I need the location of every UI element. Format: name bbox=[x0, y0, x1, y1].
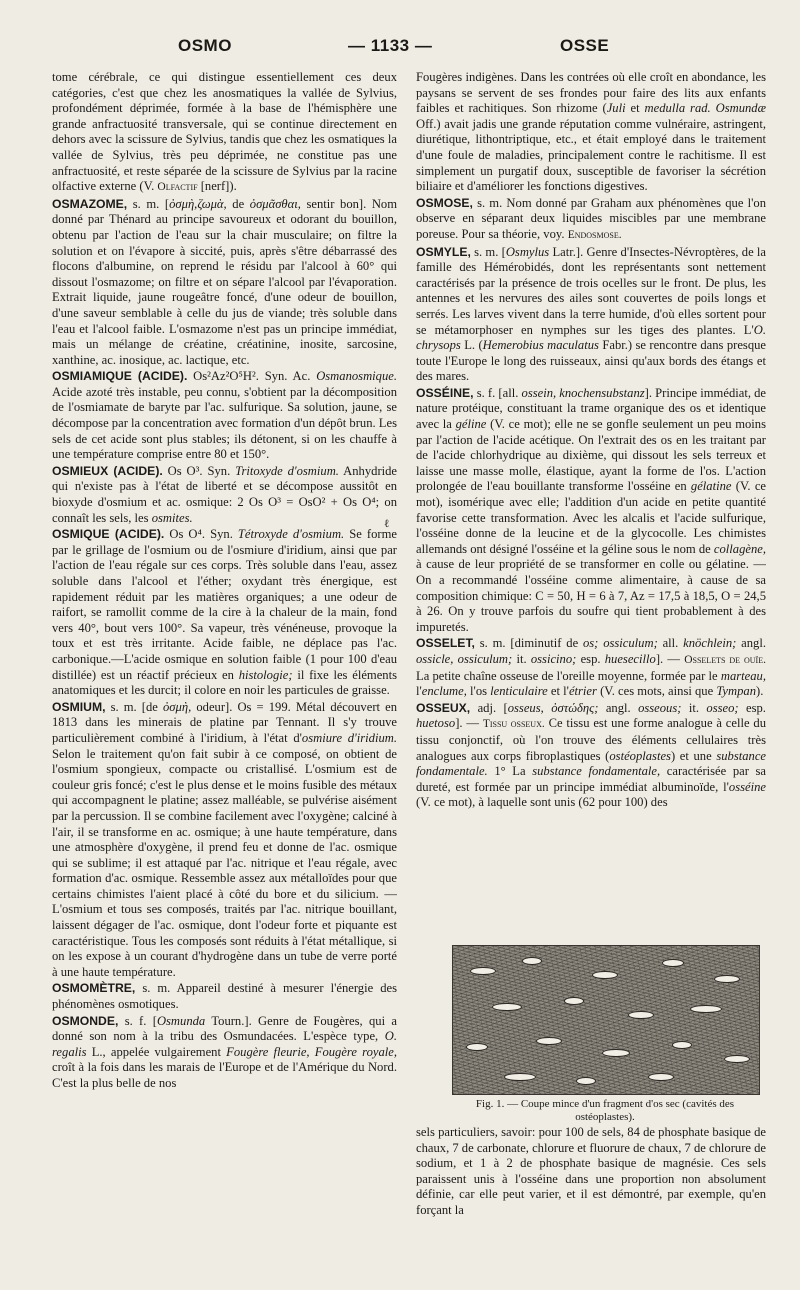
osteoplast-cavity bbox=[629, 1012, 653, 1018]
headword: OSSÉINE, bbox=[416, 385, 474, 400]
right-column-continued bbox=[416, 1125, 766, 1275]
headword: OSMOSE, bbox=[416, 195, 473, 210]
paragraph-continuation: Fougères indigènes. Dans les contrées où elle croît en abondance, les paysans se servent de ses frondes pour faire des lits aux enfants faibles et rachitiques. Son rhizome (Juli et medulla rad. Osmundæ Off.) avait jadis une grande réputation comme vulnéraire, astringent, diurétique, lithontriptique, etc., et était employé dans le traitement d'une foule de maladies, principalement contre le rachitisme. Il est simplement un purgatif doux, susceptible de favoriser la sécrétion biliaire et d'améliorer les fonctions digestives. bbox=[416, 70, 766, 194]
osteoplast-cavity bbox=[537, 1038, 561, 1044]
entry-osseux: OSSEUX, adj. [osseus, ὀστώδης; angl. osseous; it. osseo; esp. huetoso]. — Tissu osseux. Ce tissu est une forme analogue à celle du tissu conjonctif, où l'on trouve des éléments cellulaires très analogues aux corps fibroplastiques (ostéoplastes) et une substance fondamentale. 1° La substance fondamentale, caractérisée par sa dureté, est formée par un principe immédiat albuminoïde, l'osséine (V. ce mot), à laquelle sont unis (62 pour 100) des bbox=[416, 700, 766, 810]
headword: OSMIQUE (ACIDE). bbox=[52, 527, 165, 542]
osteoplast-cavity bbox=[663, 960, 683, 966]
print-mark: ℓ bbox=[384, 518, 390, 530]
osteoplast-cavity bbox=[649, 1074, 673, 1080]
left-column bbox=[52, 70, 397, 1275]
osteoplast-cavity bbox=[493, 1004, 521, 1010]
headword: OSMIUM, bbox=[52, 699, 106, 714]
entry-osselet: OSSELET, s. m. [diminutif de os; ossiculum; all. knöchlein; angl. ossicle, ossiculum; it. ossicino; esp. huesecillo]. — Osselets de ouïe. La petite chaîne osseuse de l'oreille moyenne, formée par le marteau, l'enclume, l'os lenticulaire et l'étrier (V. ces mots, ainsi que Tympan). bbox=[416, 636, 766, 699]
entry-osmique: OSMIQUE (ACIDE). Os O⁴. Syn. Tétroxyde d'osmium. Se forme par le grillage de l'osmium ou de l'osmiure d'iridium, ainsi que par l'action de l'eau régale sur ces corps. Très soluble dans l'eau, assez soluble dans l'alcool et l'éther; oxydant très énergique, est rapidement réduit par les matières organiques; a une odeur de raifort, se ramollit comme de la cire à la chaleur de la main, fond vers 40°, bout vers 100°. Sa vapeur, très vénéneuse, provoque la toux et est très irritante. Acide faible, ne déplace pas l'ac. carbonique.—L'acide osmique en solution faible (1 pour 100 d'eau distillée) est un réactif précieux en histologie; il fixe les éléments anatomiques et les durcit; il colore en noir les particules de graisse. bbox=[52, 527, 397, 698]
paragraph-continuation: sels particuliers, savoir: pour 100 de sels, 84 de phosphate basique de chaux, 7 de carbonate, chlorure et fluorure de chaux, 7 de chlorure de sodium, et 1 à 2 de phosphate basique de magnésie. Ces sels paraissent unis à l'osséine dans une proportion non absolument définie, car elle peut varier, et il est démontré, par exemple, qu'en forçant la bbox=[416, 1125, 766, 1217]
osteoplast-cavity bbox=[471, 968, 495, 974]
entry-osseine: OSSÉINE, s. f. [all. ossein, knochensubstanz]. Principe immédiat, de nature protéique, constituant la trame organique des os et identique avec la géline (V. ce mot); elle ne se gonfle seulement un peu moins par l'action de l'acide acétique. On l'extrait des os en les traitant par de l'acide chlorhydrique au dixième, qui dissout les sels terreux et laisse une masse molle, élastique, ayant la forme de l'os. L'action prolongée de l'eau bouillante transforme l'osséine en gélatine (V. ce mot), isomérique avec elle; l'addition d'un acide en petite quantité favorise cette transformation. Avec les alcalis et l'acide sulfurique, l'osséine donne de la leucine et de la glycocolle. Les chimistes allemands ont désigné l'osséine et la géline sous le nom de collagène, à cause de leur propriété de se transformer en colle ou gélatine. — On a recommandé l'osséine comme alimentaire, à cause de sa composition chimique: C = 50, H = 6 à 7, Az = 17,5 à 18,5, O = 24,5 à 26. On y trouve parfois du soufre qui tient probablement à des impuretés. bbox=[416, 385, 766, 634]
osteoplast-cavity bbox=[603, 1050, 629, 1056]
running-head-left: OSMO bbox=[178, 36, 232, 55]
entry-osmazome: OSMAZOME, s. m. [ὀσμὴ,ζωμὰ, de ὀσμᾶσθαι, sentir bon]. Nom donné par Thénard au principe savoureux et odorant du bouillon, obtenu par l'action de l'eau sur la chair musculaire; on filtre la solution et on l'évapore à siccité, puis, après s'être débarrassé des flocons d'albumine, on reprend le résidu par l'alcool à 60° qui dissout l'osmazome; on filtre et on sépare l'alcool par l'évaporation. Extrait liquide, jaune rougeâtre foncé, d'une odeur de bouillon, d'une saveur semblable à celle du jus de viande; très soluble dans l'eau et l'alcool faible. L'osmazome n'est pas un principe immédiat, mais un mélange de créatine, créatinine, inosite, sarcosine, xanthine, ac. inosique, ac. lactique, etc. bbox=[52, 196, 397, 367]
bone-section-illustration bbox=[452, 945, 760, 1095]
page-number: — 1133 — bbox=[348, 36, 433, 55]
figure-caption: Fig. 1. — Coupe mince d'un fragment d'os sec (cavités des ostéoplastes). bbox=[475, 1098, 735, 1123]
entry-osmiamique: OSMIAMIQUE (ACIDE). Os²Az²O⁵H². Syn. Ac. Osmanosmique. Acide azoté très instable, peu connu, s'obtient par la décomposition de l'osmiamate de baryte par l'ac. sulfurique. Sa solution, jaune, se décompose par la concentration avec formation d'un dépôt brun. Les sels de cet acide sont plus stables; ils détonent, si on les chauffe à une température comprise entre 80 et 150°. bbox=[52, 369, 397, 462]
osteoplast-cavity bbox=[467, 1044, 487, 1050]
paragraph-continuation: tome cérébrale, ce qui distingue essentiellement ces deux catégories, c'est que chez les anosmatiques la vallée de Sylvius, profondément déprimée, formée à la base de l'hémisphère une grande anfractuosité transversale, qui se continue directement en dehors avec la scissure de Sylvius, tandis que chez les osmatiques la vallée de Sylvius, très peu déprimée, ne constitue pas une anfractuosité, et reste séparée de la scissure de Sylvius par la racine olfactive externe (V. Olfactif [nerf]). bbox=[52, 70, 397, 194]
entry-osmyle: OSMYLE, s. m. [Osmylus Latr.]. Genre d'Insectes-Névroptères, de la famille des Hémérobidés, dont les représentants sont nettement caractérisés par la présence de trois ocelles sur le front. De plus, les antennes et les nervures des ailes sont couvertes de poils longs et serrés. Les larves vivent dans la terre humide, d'où elles sortent pour se métamorphoser en nymphes sur les tiges des plantes. L'O. chrysops L. (Hemerobius maculatus Fabr.) se rencontre dans presque toute l'Europe le long des ruisseaux, ainsi qu'aux bords des étangs et des mares. bbox=[416, 244, 766, 384]
osteoplast-cavity bbox=[565, 998, 583, 1004]
osteoplast-cavity bbox=[577, 1078, 595, 1084]
osteoplast-cavity bbox=[715, 976, 739, 982]
osteoplast-cavity bbox=[725, 1056, 749, 1062]
running-head-right: OSSE bbox=[560, 36, 610, 55]
headword: OSMAZOME, bbox=[52, 196, 128, 211]
osteoplast-cavity bbox=[691, 1006, 721, 1012]
entry-osmose: OSMOSE, s. m. Nom donné par Graham aux phénomènes que l'on observe en séparant deux liquides miscibles par une membrane poreuse. Pour sa théorie, voy. Endosmose. bbox=[416, 195, 766, 241]
headword: OSMYLE, bbox=[416, 244, 471, 259]
headword: OSSELET, bbox=[416, 636, 475, 651]
running-head bbox=[0, 36, 800, 60]
osteoplast-cavity bbox=[593, 972, 617, 978]
headword: OSSEUX, bbox=[416, 700, 471, 715]
osteoplast-cavity bbox=[673, 1042, 691, 1048]
headword: OSMIAMIQUE (ACIDE). bbox=[52, 369, 188, 384]
headword: OSMOMÈTRE, bbox=[52, 981, 136, 996]
entry-osmium: OSMIUM, s. m. [de ὀσμὴ, odeur]. Os = 199. Métal découvert en 1813 dans les minerais de platine par Tennant. Il s'y trouve particulièrement combiné à l'iridium, à l'état d'osmiure d'iridium. Selon le traitement qu'on fait subir à ce composé, on obtient de l'osmium spongieux, compacte ou cristallisé. L'osmium est de couleur gris foncé; c'est le plus dense et le moins fusible des métaux qui accompagnent le platine; assez malléable, se pulvérise aisément par la percussion. Il se combine facilement avec l'oxygène; calciné à l'air, il se transforme en ac. osmique; à une haute température, dans une atmosphère d'oxygène, il prend feu et donne de l'ac. osmique qui se sublime; il est attaqué par l'ac. nitrique et l'eau régale, avec formation d'ac. osmique. Ressemble assez aux métalloïdes pour que certains chimistes l'aient placé à côté du bore et du silicium. — L'osmium et tous ses composés, traités par l'ac. nitrique bouillant, laissent dégager de l'ac. osmique, dont l'odeur forte et piquante est caractéristique. Tous les composés sont réduits à l'état métallique, si on les expose à un courant d'hydrogène dans un tube de verre porté à une haute température. bbox=[52, 699, 397, 979]
entry-osmonde: OSMONDE, s. f. [Osmunda Tourn.]. Genre de Fougères, qui a donné son nom à la tribu des Osmundacées. L'espèce type, O. regalis L., appelée vulgairement Fougère fleurie, Fougère royale, croît à la fois dans les marais de l'Europe et de l'Amérique du Nord. C'est la plus belle de nos bbox=[52, 1013, 397, 1090]
osteoplast-cavity bbox=[505, 1074, 535, 1080]
headword: OSMIEUX (ACIDE). bbox=[52, 463, 163, 478]
entry-osmieux: OSMIEUX (ACIDE). Os O³. Syn. Tritoxyde d'osmium. Anhydride qui n'existe pas à l'état de liberté et se décompose aussitôt en bioxyde d'osmium et ac. osmique: 2 Os O³ = OsO² + Os O⁴; on connaît les sels, les osmites. bbox=[52, 463, 397, 525]
right-column bbox=[416, 70, 766, 835]
headword: OSMONDE, bbox=[52, 1013, 119, 1028]
osteoplast-cavity bbox=[523, 958, 541, 964]
entry-osmometre: OSMOMÈTRE, s. m. Appareil destiné à mesurer l'énergie des phénomènes osmotiques. bbox=[52, 981, 397, 1012]
